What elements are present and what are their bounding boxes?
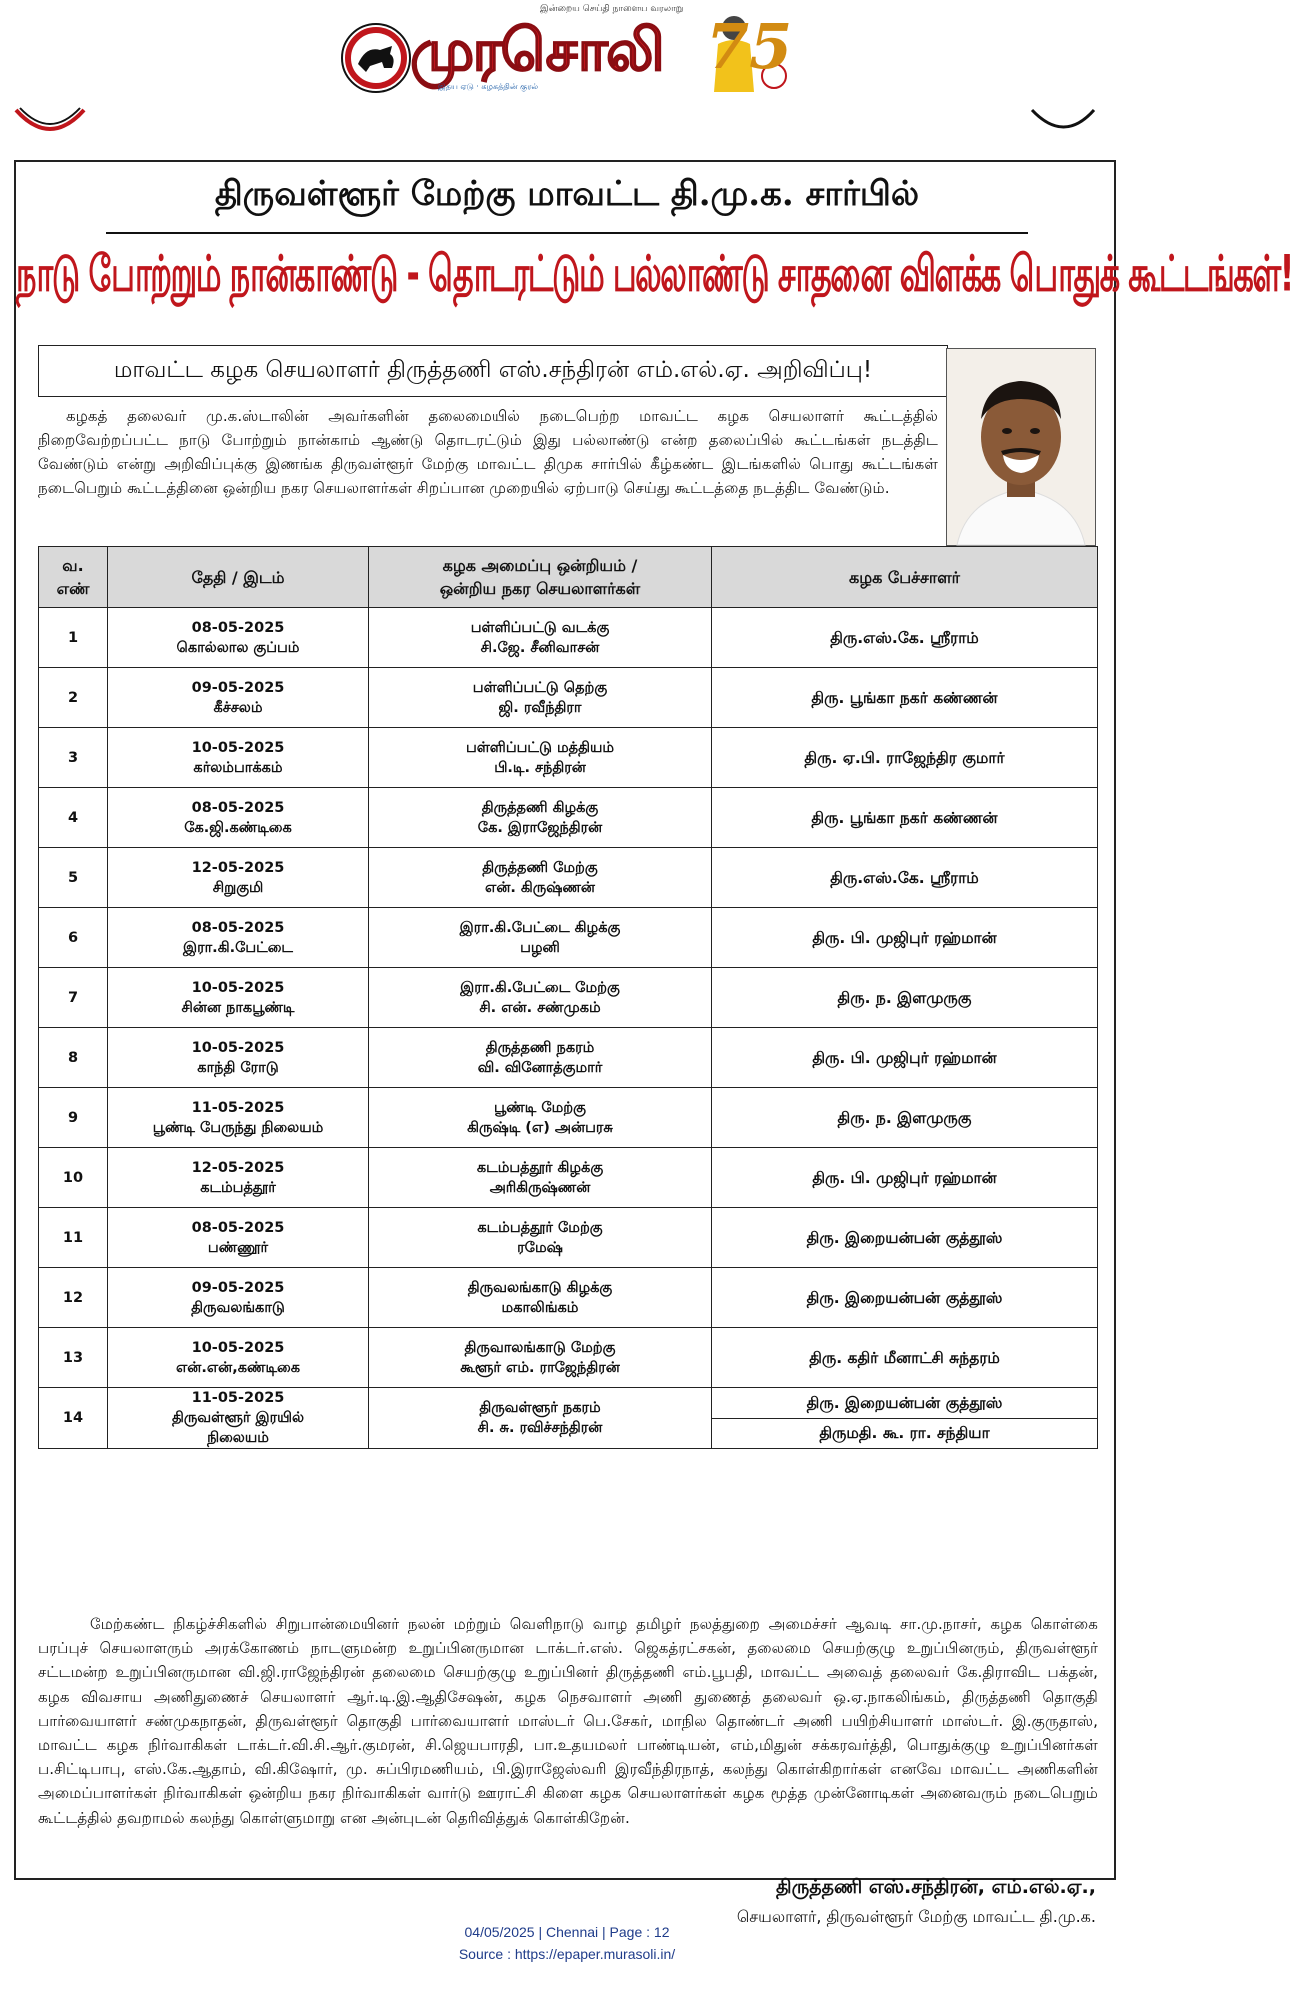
row-place: கொல்லால குப்பம்	[176, 639, 300, 656]
row-date: 09-05-2025	[191, 679, 285, 696]
row-speaker: திரு. பி. முஜிபுர் ரஹ்மான்	[712, 908, 1098, 968]
row-org-unit: கடம்பத்தூர் கிழக்கு	[476, 1159, 604, 1176]
row-date-place	[108, 1208, 369, 1268]
row-date-place	[108, 1028, 369, 1088]
row-date-place	[108, 1388, 369, 1449]
table-row-14-top	[39, 1388, 1098, 1419]
table-row	[39, 908, 1098, 968]
row-serial: 7	[39, 968, 108, 1028]
row-org-unit: பள்ளிப்பட்டு தெற்கு	[472, 679, 608, 696]
portrait-image	[947, 349, 1095, 545]
anniversary-number: 75	[706, 10, 793, 83]
row-place-line2: நிலையம்	[207, 1430, 269, 1446]
row-organisation	[369, 908, 712, 968]
col-header-organisation	[369, 547, 712, 608]
signatory-name: திருத்தணி எஸ்.சந்திரன், எம்.எல்.ஏ.,	[776, 1876, 1096, 1898]
row-place: சின்ன நாகபூண்டி	[181, 999, 295, 1016]
row-place: சிறுகுமி	[212, 879, 264, 896]
row-organisation	[369, 968, 712, 1028]
table-row	[39, 788, 1098, 848]
row-serial: 11	[39, 1208, 108, 1268]
row-speaker: திரு. பூங்கா நகர் கண்ணன்	[712, 668, 1098, 728]
row-date-place	[108, 968, 369, 1028]
row-organisation	[369, 1088, 712, 1148]
row-organisation	[369, 1208, 712, 1268]
row-serial: 14	[39, 1388, 108, 1449]
row-date: 10-05-2025	[191, 979, 285, 996]
row-secretary: என். கிருஷ்ணன்	[485, 879, 595, 896]
party-emblem-icon	[340, 22, 412, 94]
row-place: இரா.கி.பேட்டை	[183, 939, 293, 956]
row-serial: 3	[39, 728, 108, 788]
row-speaker: திரு. பூங்கா நகர் கண்ணன்	[712, 788, 1098, 848]
row-secretary: ஜி. ரவீந்திரா	[498, 699, 582, 716]
footer-date-page: 04/05/2025 | Chennai | Page : 12	[464, 1924, 670, 1940]
table-row	[39, 668, 1098, 728]
row-date-place	[108, 1268, 369, 1328]
announcement-banner	[38, 345, 948, 397]
announcement-card	[14, 160, 1293, 1926]
masthead	[0, 0, 1134, 112]
announcement-text: மாவட்ட கழக செயலாளர் திருத்தணி எஸ்.சந்திரன் எம்.எல்.ஏ. அறிவிப்பு!	[113, 356, 873, 383]
row-organisation	[369, 1268, 712, 1328]
row-organisation	[369, 848, 712, 908]
table-row	[39, 1148, 1098, 1208]
row-date: 08-05-2025	[191, 919, 285, 936]
cropped-emblem-left-icon	[10, 104, 90, 144]
signatory-title: செயலாளர், திருவள்ளூர் மேற்கு மாவட்ட தி.மு.க.	[736, 1907, 1096, 1926]
row-place: என்.என்,கண்டிகை	[175, 1359, 301, 1376]
row-speaker: திரு. பி. முஜிபுர் ரஹ்மான்	[712, 1028, 1098, 1088]
row-org-unit: இரா.கி.பேட்டை மேற்கு	[460, 979, 620, 996]
row-date-place	[108, 608, 369, 668]
col-header-organisation-line1: கழக அமைப்பு ஒன்றியம் /	[442, 556, 638, 575]
masthead-title: முரசொலி	[410, 16, 663, 84]
row-organisation	[369, 608, 712, 668]
row-secretary: ரமேஷ்	[517, 1239, 563, 1256]
row-secretary: சி. சு. ரவிச்சந்திரன்	[477, 1420, 603, 1436]
row-place: திருவலங்காடு	[191, 1299, 285, 1316]
table-row	[39, 608, 1098, 668]
table-row	[39, 848, 1098, 908]
row-org-unit: திருவள்ளூர் நகரம்	[479, 1400, 601, 1416]
row-speaker: திரு. இறையன்பன் குத்தூஸ்	[712, 1268, 1098, 1328]
col-header-speaker: கழக பேச்சாளர்	[712, 547, 1098, 608]
row-serial: 13	[39, 1328, 108, 1388]
row-serial: 4	[39, 788, 108, 848]
row-secretary: கிருஷ்டி (எ) அன்பரசு	[467, 1119, 613, 1136]
row-date: 12-05-2025	[191, 1159, 285, 1176]
row-secretary: மகாலிங்கம்	[501, 1299, 579, 1316]
row-date: 12-05-2025	[191, 859, 285, 876]
row-serial: 10	[39, 1148, 108, 1208]
row-org-unit: கடம்பத்தூர் மேற்கு	[477, 1219, 603, 1236]
row-place: கே.ஜி.கண்டிகை	[184, 819, 292, 836]
row-date-place	[108, 1088, 369, 1148]
row-date: 11-05-2025	[191, 1099, 285, 1116]
row-speaker: திரு. ந. இளமுருகு	[712, 968, 1098, 1028]
table-row	[39, 1028, 1098, 1088]
row-date: 08-05-2025	[191, 799, 285, 816]
row-org-unit: இரா.கி.பேட்டை கிழக்கு	[459, 919, 621, 936]
secretary-photo	[946, 348, 1096, 546]
row-org-unit: திருவலங்காடு கிழக்கு	[467, 1279, 613, 1296]
row-speaker: திரு. இறையன்பன் குத்தூஸ்	[712, 1388, 1098, 1419]
masthead-subline: இதய ஏடு · கழகத்தின் குரல்	[438, 82, 538, 91]
row-organisation	[369, 788, 712, 848]
row-organisation	[369, 1388, 712, 1449]
row-place: கீச்சலம்	[213, 699, 263, 716]
col-header-organisation-line2: ஒன்றிய நகர செயலாளர்கள்	[439, 579, 641, 598]
row-date-place	[108, 1148, 369, 1208]
row-speaker: திரு. பி. முஜிபுர் ரஹ்மான்	[712, 1148, 1098, 1208]
table-row	[39, 968, 1098, 1028]
table-row	[39, 728, 1098, 788]
row-organisation	[369, 668, 712, 728]
heading-divider	[106, 232, 1028, 234]
col-header-serial-line1: வ.	[62, 556, 84, 575]
footer-source: Source : https://epaper.murasoli.in/	[458, 1946, 676, 1962]
row-organisation	[369, 1328, 712, 1388]
row-org-unit: திருத்தணி கிழக்கு	[481, 799, 599, 816]
row-organisation	[369, 1028, 712, 1088]
table-row	[39, 1268, 1098, 1328]
meetings-table-body	[39, 608, 1098, 1449]
col-header-serial	[39, 547, 108, 608]
row-place: பூண்டி பேருந்து நிலையம்	[152, 1119, 324, 1136]
masthead-tagline: இன்றைய செய்தி நாளைய வரலாறு	[540, 4, 684, 14]
row-speaker: திரு. கதிர் மீனாட்சி சுந்தரம்	[712, 1328, 1098, 1388]
row-org-unit: பள்ளிப்பட்டு மத்தியம்	[465, 739, 615, 756]
row-secretary: கூளூர் எம். ராஜேந்திரன்	[460, 1359, 620, 1376]
row-date-place	[108, 908, 369, 968]
row-place: கர்லம்பாக்கம்	[193, 759, 283, 776]
row-secretary: கே. இராஜேந்திரன்	[477, 819, 603, 836]
row-date: 08-05-2025	[191, 619, 285, 636]
row-date-place	[108, 788, 369, 848]
row-speaker: திரு. இறையன்பன் குத்தூஸ்	[712, 1208, 1098, 1268]
row-speaker: திரு. ந. இளமுருகு	[712, 1088, 1098, 1148]
row-serial: 5	[39, 848, 108, 908]
table-header-row	[39, 547, 1098, 608]
row-speaker: திரு.எஸ்.கே. ஸ்ரீராம்	[712, 848, 1098, 908]
row-serial: 1	[39, 608, 108, 668]
row-date: 08-05-2025	[191, 1219, 285, 1236]
intro-paragraph: கழகத் தலைவர் மு.க.ஸ்டாலின் அவர்களின் தலைமையில் நடைபெற்ற மாவட்ட கழக செயலாளர் கூட்டத்தில் நிறைவேற்றப்பட்ட நாடு போற்றும் நான்காம் ஆண்டு தொடரட்டும் இது பல்லாண்டு என்ற தலைப்பில் கூட்டங்கள் நடத்திட வேண்டும் என்று அறிவிப்புக்கு இணங்க திருவள்ளூர் மேற்கு மாவட்ட திமுக சார்பில் கீழ்கண்ட இடங்களில் பொது கூட்டங்கள் நடைபெறும் கூட்டத்தினை ஒன்றிய நகர செயலாளர்கள் சிறப்பான முறையில் ஏற்பாடு செய்து கூட்டத்தை நடத்திட வேண்டும்.	[38, 407, 938, 497]
row-org-unit: பள்ளிப்பட்டு வடக்கு	[470, 619, 610, 636]
row-serial: 12	[39, 1268, 108, 1328]
cropped-emblem-right-icon	[1028, 104, 1098, 144]
meetings-table	[38, 546, 1098, 1449]
row-speaker: திரு. ஏ.பி. ராஜேந்திர குமார்	[712, 728, 1098, 788]
col-header-date-place: தேதி / இடம்	[108, 547, 369, 608]
closing-paragraph: மேற்கண்ட நிகழ்ச்சிகளில் சிறுபான்மையினர் நலன் மற்றும் வெளிநாடு வாழ தமிழர் நலத்துறை அமைச்சர் ஆவடி சா.மு.நாசர், கழக கொள்கை பரப்புச் செயலாளரும் அரக்கோணம் நாடளுமன்ற உறுப்பினருமான டாக்டர்.எஸ். ஜெகத்ரட்சகன், தலைமை செயற்குழு உறுப்பினரும், திருவள்ளூர் சட்டமன்ற உறுப்பினருமான வி.ஜி.ராஜேந்திரன் தலைமை செயற்குழு உறுப்பினர் திருத்தணி எம்.பூபதி, மாவட்ட அவைத் தலைவர் கே.திராவிட பக்தன், கழக விவசாய அணிதுணைச் செயலாளர் ஆர்.டி.இ.ஆதிசேஷன், கழக நெசவாளர் அணி துணைத் தலைவர் ஒ.ஏ.நாகலிங்கம், திருத்தணி தொகுதி பார்வையாளர் சண்முகநாதன், திருவள்ளூர் தொகுதி பார்வையாளர் மாஸ்டர் பெ.சேகர், மாநில தொண்டர் அணி பயிற்சியாளர் மாஸ்டர். இ.குருதாஸ், மாவட்ட கழக நிர்வாகிகள் டாக்டர்.வி.சி.ஆர்.குமரன், சி.ஜெயபாரதி, பா.உதயமலர் பாண்டியன், எம்,மிதுன் சக்கரவர்த்தி, பொதுக்குழு உறுப்பினர்கள் ப.சிட்டிபாபு, எஸ்.கே.ஆதாம், வி.கிஷோர், மு. சுப்பிரமணியம், பி.இராஜேஸ்வரி இரவீந்திரநாத், கலந்து கொள்கிறார்கள் எனவே மாவட்ட அணிகளின் அமைப்பாளர்கள் நிர்வாகிகள் ஒன்றிய நகர நிர்வாகிகள் வார்டு ஊராட்சி கிளை கழக செயலாளர்கள் கழக மூத்த முன்னோடிகள் அனைவரும் நடைபெறும் கூட்டத்தில் தவறாமல் கலந்து கொள்ளுமாறு என அன்புடன் தெரிவித்துக் கொள்கிறேன்.	[38, 1615, 1098, 1827]
row-secretary: சி.ஜே. சீனிவாசன்	[480, 639, 600, 656]
table-row	[39, 1328, 1098, 1388]
row-org-unit: திருத்தணி நகரம்	[485, 1039, 595, 1056]
row-date: 10-05-2025	[191, 1339, 285, 1356]
row-serial: 6	[39, 908, 108, 968]
row-date: 09-05-2025	[191, 1279, 285, 1296]
col-header-serial-line2: எண்	[56, 579, 90, 598]
row-secretary: பழனி	[520, 939, 560, 956]
row-place-line1: திருவள்ளூர் இரயில்	[171, 1410, 305, 1426]
row-org-unit: திருவாலங்காடு மேற்கு	[464, 1339, 616, 1356]
row-date-place	[108, 668, 369, 728]
table-row	[39, 1208, 1098, 1268]
row-secretary: அரிகிருஷ்ணன்	[489, 1179, 591, 1196]
row-place: காந்தி ரோடு	[197, 1059, 279, 1076]
row-speaker: திருமதி. கூ. ரா. சந்தியா	[712, 1418, 1098, 1449]
campaign-headline: நாடு போற்றும் நான்காண்டு - தொடரட்டும் பல்லாண்டு சாதனை விளக்க பொதுக் கூட்டங்கள்!	[16, 244, 1293, 303]
row-serial: 9	[39, 1088, 108, 1148]
row-date: 11-05-2025	[191, 1390, 285, 1406]
row-date-place	[108, 1328, 369, 1388]
row-secretary: வி. வினோத்குமார்	[477, 1059, 603, 1076]
row-serial: 8	[39, 1028, 108, 1088]
row-secretary: பி.டி. சந்திரன்	[494, 759, 586, 776]
row-date-place	[108, 848, 369, 908]
row-org-unit: பூண்டி மேற்கு	[494, 1099, 586, 1116]
row-date-place	[108, 728, 369, 788]
district-heading: திருவள்ளூர் மேற்கு மாவட்ட தி.மு.க. சார்பில்	[214, 174, 920, 214]
row-secretary: சி. என். சண்முகம்	[479, 999, 601, 1016]
row-organisation	[369, 728, 712, 788]
table-row	[39, 1088, 1098, 1148]
row-place: கடம்பத்தூர்	[200, 1179, 276, 1196]
row-org-unit: திருத்தணி மேற்கு	[482, 859, 598, 876]
row-date: 10-05-2025	[191, 1039, 285, 1056]
anniversary-badge	[694, 6, 794, 96]
row-date: 10-05-2025	[191, 739, 285, 756]
row-speaker: திரு.எஸ்.கே. ஸ்ரீராம்	[712, 608, 1098, 668]
row-place: பண்ணூர்	[207, 1239, 269, 1256]
row-organisation	[369, 1148, 712, 1208]
row-serial: 2	[39, 668, 108, 728]
